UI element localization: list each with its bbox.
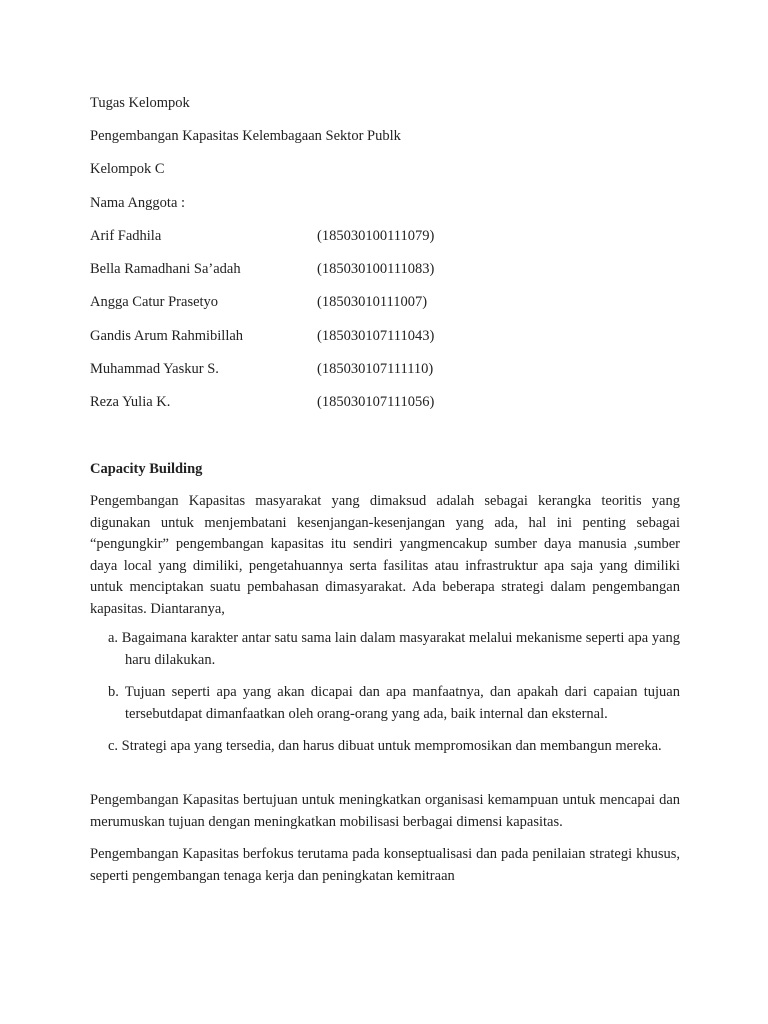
member-name: Muhammad Yaskur S.	[90, 361, 219, 377]
member-name: Angga Catur Prasetyo	[90, 294, 219, 310]
member-name: Arif Fadhila	[90, 228, 162, 244]
course-title: Pengembangan Kapasitas Kelembagaan Sektor Publk	[90, 128, 401, 144]
member-id: (185030107111043)	[317, 328, 435, 344]
member-id: (185030100111079)	[317, 228, 435, 244]
member-id: (185030107111110)	[317, 361, 434, 377]
assignment-title: Tugas Kelompok	[90, 95, 190, 111]
list-item: a. Bagaimana karakter antar satu sama lain dalam masyarakat melalui mekanisme seperti apa yang haru dilakukan.	[108, 630, 680, 668]
member-id: (185030107111056)	[317, 394, 435, 410]
member-id: (185030100111083)	[317, 261, 435, 277]
member-id: (18503010111007)	[317, 294, 428, 310]
members-label: Nama Anggota :	[90, 195, 186, 211]
list-item: c. Strategi apa yang tersedia, dan harus dibuat untuk mempromosikan dan membangun mereka.	[108, 738, 662, 754]
intro-paragraph: Pengembangan Kapasitas masyarakat yang dimaksud adalah sebagai kerangka teoritis yang digunakan untuk menjembatani kesenjangan-kesenjangan yang ada, hal ini penting sebagai “pengungkir” pengembangan kapasitas itu sendiri yangmencakup sumber daya manusia ,sumber daya local yang dimiliki, pengetahuannya serta fasilitas atau infrastruktur apa saja yang dimiliki untuk menciptakan suatu pembahasan dimasyarakat. Ada beberapa strategi dalam pengembangan kapasitas. Diantaranya,	[90, 493, 680, 617]
group-name: Kelompok C	[90, 161, 165, 177]
member-name: Bella Ramadhani Sa’adah	[90, 261, 241, 277]
list-item: b. Tujuan seperti apa yang akan dicapai dan apa manfaatnya, dan apakah dari capaian tujuan tersebutdapat dimanfaatkan oleh orang-orang yang ada, baik internal dan eksternal.	[108, 684, 680, 722]
paragraph-purpose: Pengembangan Kapasitas bertujuan untuk meningkatkan organisasi kemampuan untuk mencapai dan merumuskan tujuan dengan meningkatkan mobilisasi berbagai dimensi kapasitas.	[90, 792, 680, 830]
member-name: Reza Yulia K.	[90, 394, 171, 410]
section-heading: Capacity Building	[90, 461, 203, 477]
paragraph-focus: Pengembangan Kapasitas berfokus terutama pada konseptualisasi dan pada penilaian strategi khusus, seperti pengembangan tenaga kerja dan peningkatan kemitraan	[90, 846, 680, 884]
member-name: Gandis Arum Rahmibillah	[90, 328, 244, 344]
